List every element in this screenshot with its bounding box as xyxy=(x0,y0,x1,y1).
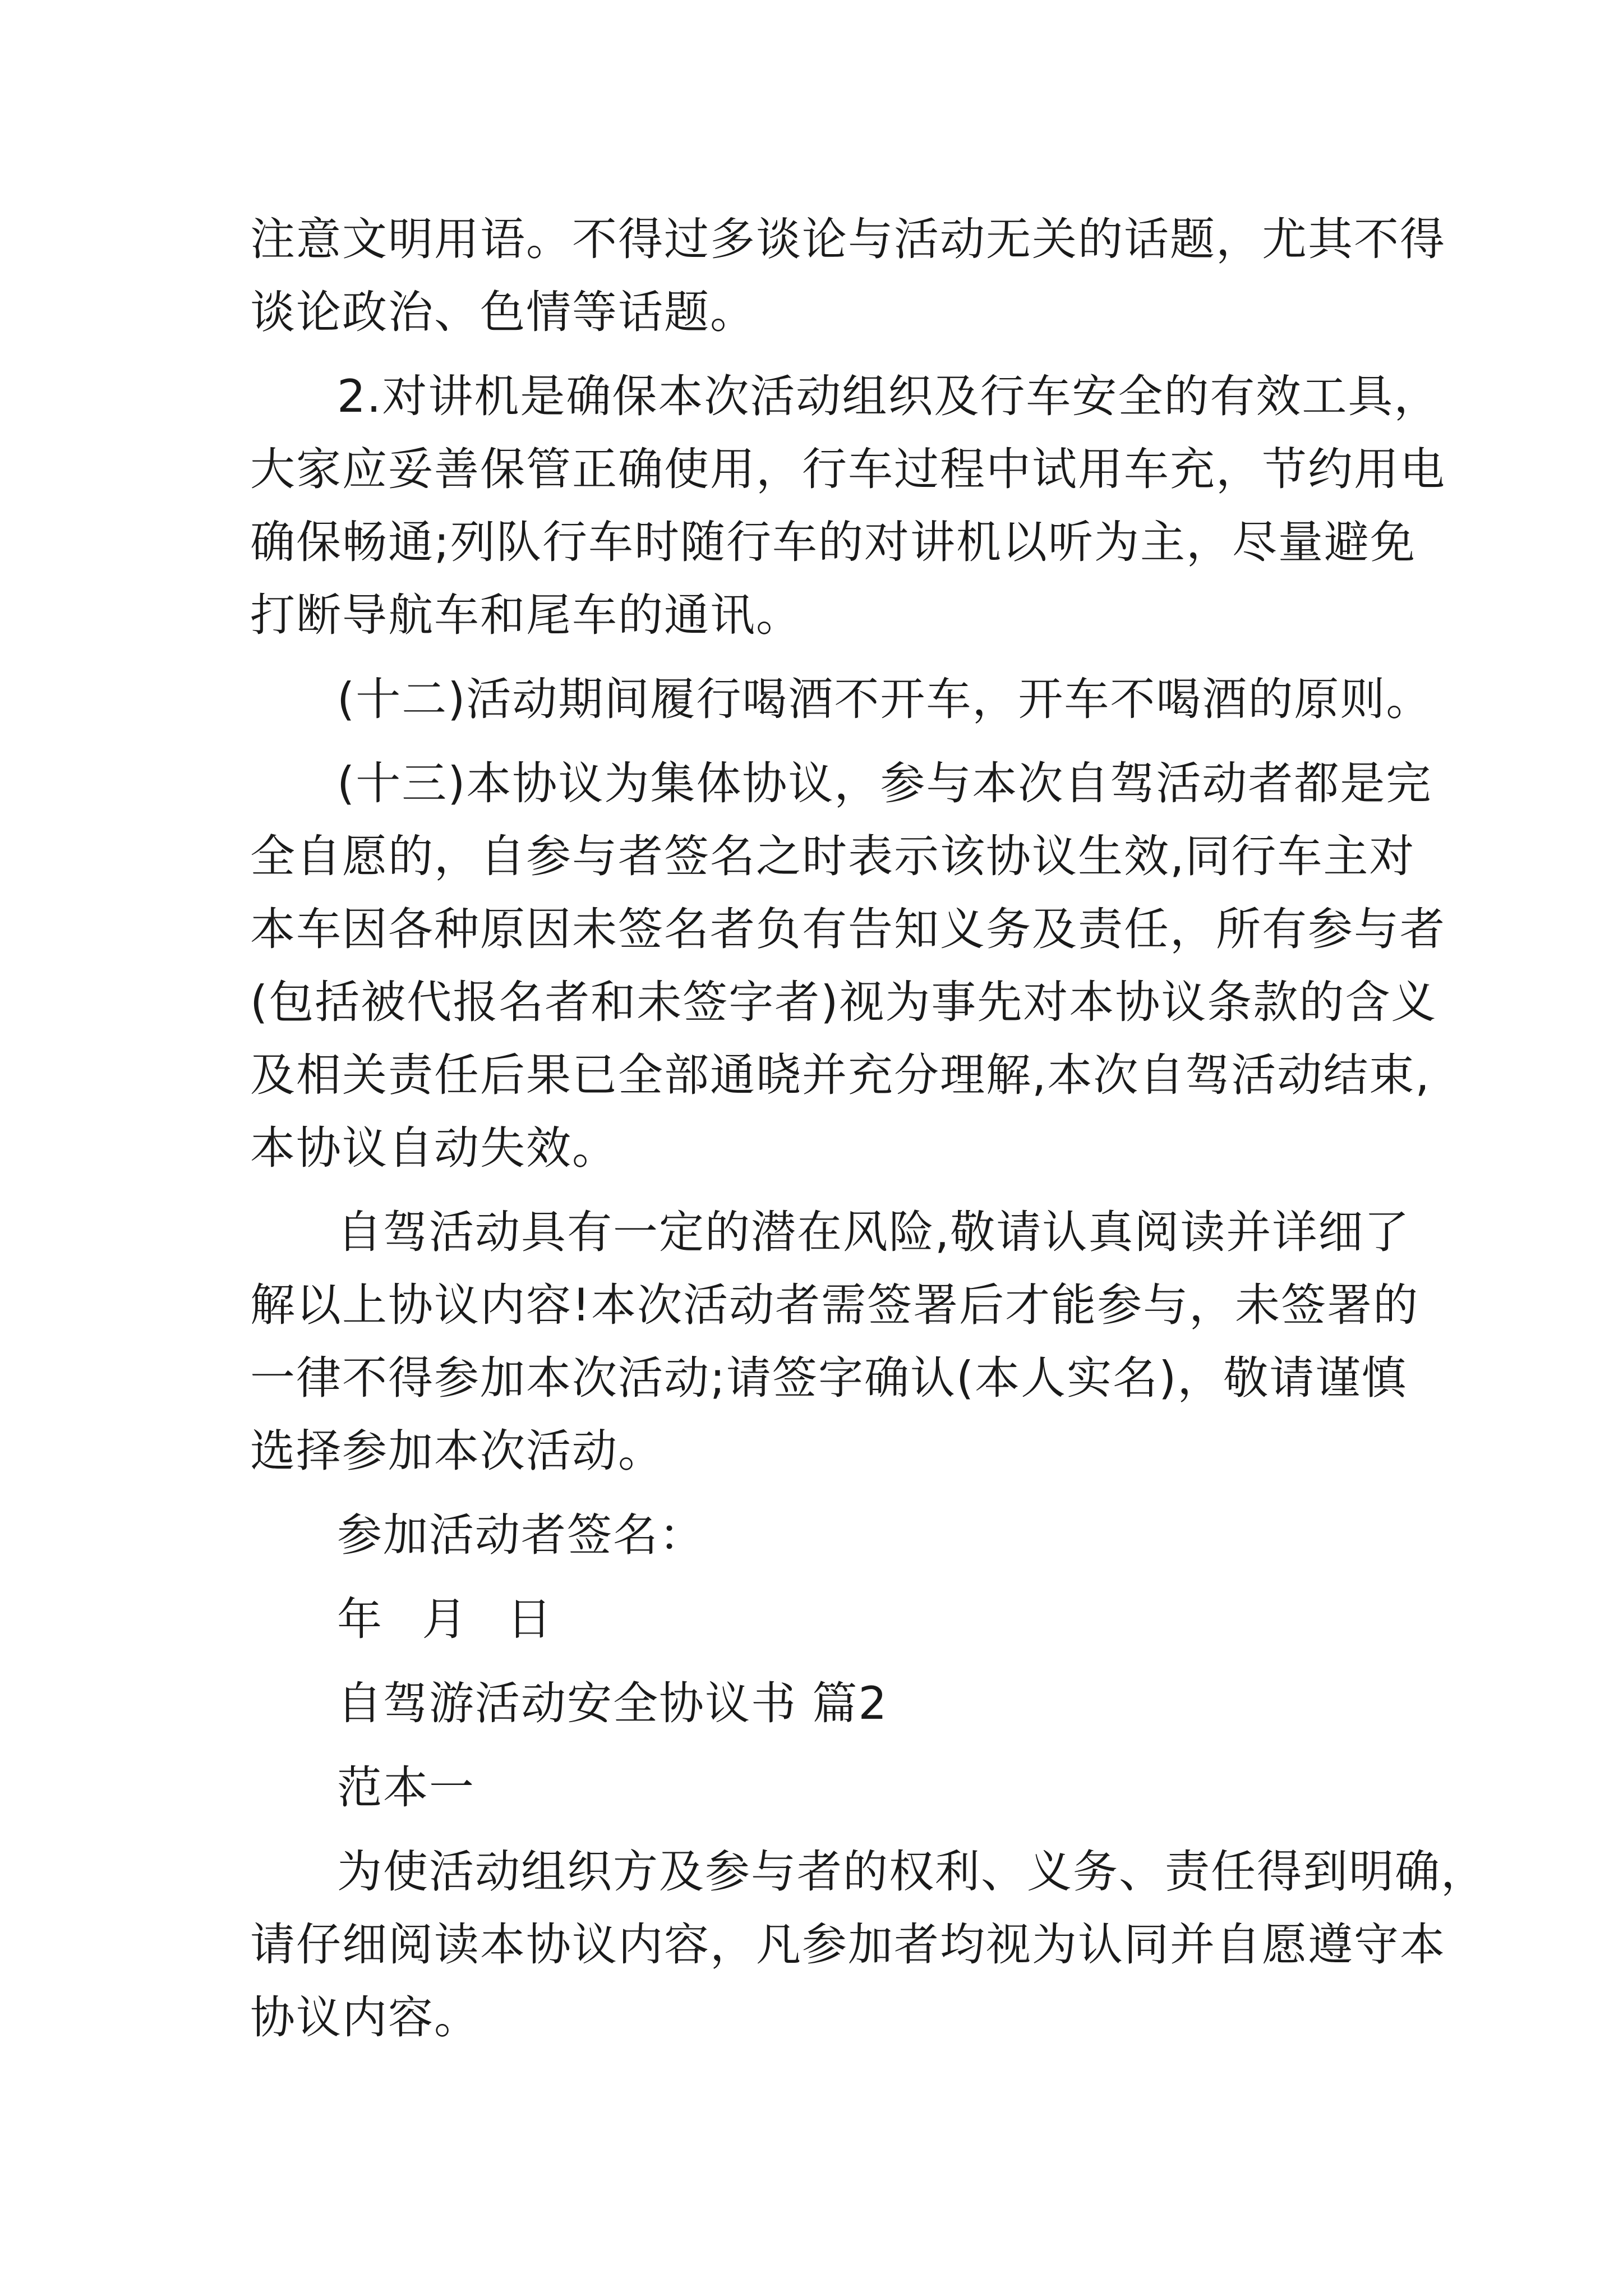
text-line-3: 2.对讲机是确保本次活动组织及行车安全的有效工具， xyxy=(337,370,1440,422)
text-line-11: (包括被代报名者和未签字者)视为事先对本协议条款的含义 xyxy=(250,976,1437,1028)
date-line: 年 月 日 xyxy=(337,1593,553,1645)
text-line-8: (十三)本协议为集体协议，参与本次自驾活动者都是完 xyxy=(337,757,1432,809)
text-line-5: 确保畅通;列队行车时随行车的对讲机以听为主，尽量避免 xyxy=(250,516,1416,568)
text-line-9: 全自愿的，自参与者签名之时表示该协议生效,同行车主对 xyxy=(250,830,1415,882)
text-line-13: 本协议自动失效。 xyxy=(250,1122,618,1174)
text-line-14: 自驾活动具有一定的潜在风险,敬请认真阅读并详细了 xyxy=(337,1206,1410,1258)
text-line-6: 打断导航车和尾车的通讯。 xyxy=(250,589,802,641)
template-heading: 范本一 xyxy=(337,1761,475,1814)
section-heading: 自驾游活动安全协议书 篇2 xyxy=(337,1677,888,1729)
text-line-23: 请仔细阅读本协议内容，凡参加者均视为认同并自愿遵守本 xyxy=(250,1918,1446,1971)
text-line-24: 协议内容。 xyxy=(250,1991,480,2044)
text-line-17: 选择参加本次活动。 xyxy=(250,1425,664,1477)
text-line-16: 一律不得参加本次活动;请签字确认(本人实名)，敬请谨慎 xyxy=(250,1352,1408,1404)
text-line-22: 为使活动组织方及参与者的权利、义务、责任得到明确， xyxy=(337,1846,1487,1898)
text-line-4: 大家应妥善保管正确使用，行车过程中试用车充，节约用电 xyxy=(250,443,1446,495)
signature-label: 参加活动者签名： xyxy=(337,1509,705,1561)
text-line-10: 本车因各种原因未签名者负有告知义务及责任，所有参与者 xyxy=(250,903,1446,955)
text-line-12: 及相关责任后果已全部通晓并充分理解,本次自驾活动结束, xyxy=(250,1049,1431,1101)
text-line-15: 解以上协议内容!本次活动者需签署后才能参与，未签署的 xyxy=(250,1279,1419,1331)
text-line-2: 谈论政治、色情等话题。 xyxy=(250,286,756,338)
text-line-7: (十二)活动期间履行喝酒不开车，开车不喝酒的原则。 xyxy=(337,673,1432,725)
text-line-1: 注意文明用语。不得过多谈论与活动无关的话题，尤其不得 xyxy=(250,213,1446,265)
